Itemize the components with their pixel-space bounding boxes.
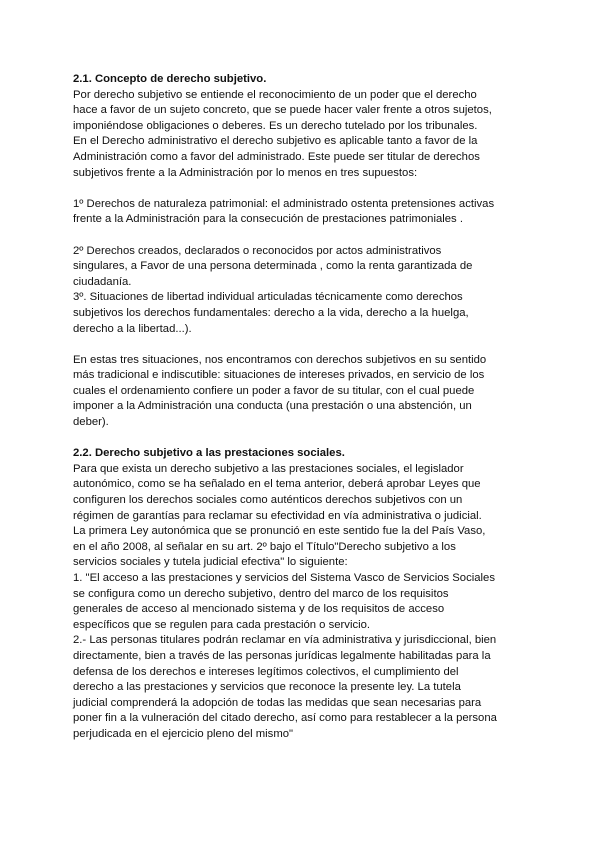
paragraph-line: En el Derecho administrativo el derecho subjetivo es aplicable tanto a favor de la	[73, 135, 478, 148]
quote-item-2-line: poner fin a la vulneración del citado derecho, así como para restablecer a la persona	[73, 712, 497, 725]
blank-line	[73, 431, 533, 447]
paragraph-line: régimen de garantías para reclamar su efectividad en vía administrativa o judicial.	[73, 509, 482, 522]
blank-line	[73, 228, 533, 244]
paragraph-line: servicios sociales y tutela judicial efectiva" lo siguiente:	[73, 556, 348, 569]
case-3-line: derecho a la libertad...).	[73, 322, 192, 335]
conclusion-line: imponer a la Administración una conducta (una prestación o una abstención, un	[73, 400, 472, 413]
quote-item-1-line: se configura como un derecho subjetivo, dentro del marco de los requisitos	[73, 587, 449, 600]
quote-item-2-line: judicial comprenderá la adopción de todas las medidas que sean necesarias para	[73, 696, 482, 709]
blank-line	[73, 181, 533, 197]
conclusion-line: En estas tres situaciones, nos encontramos con derechos subjetivos en su sentido	[73, 353, 487, 366]
paragraph-line: en el año 2008, al señalar en su art. 2º bajo el Título"Derecho subjetivo a los	[73, 540, 456, 553]
quote-item-2-line: directamente, bien a través de las personas jurídicas legalmente habilitadas para la	[73, 649, 491, 662]
quote-item-1-line: específicos que se regulen para cada prestación o servicio.	[73, 618, 371, 631]
section-heading-2-2: 2.2. Derecho subjetivo a las prestaciones sociales.	[73, 447, 345, 460]
quote-item-2-line: 2.- Las personas titulares podrán reclamar en vía administrativa y jurisdiccional, bien	[73, 634, 497, 647]
conclusion-line: más tradicional e indiscutible: situaciones de intereses privados, en servicio de los	[73, 369, 485, 382]
case-3-line: 3º. Situaciones de libertad individual articuladas técnicamente como derechos	[73, 291, 463, 304]
blank-line	[73, 337, 533, 353]
quote-item-1-line: generales de acceso al mencionado sistema y de los requisitos de acceso	[73, 603, 445, 616]
case-3-line: subjetivos los derechos fundamentales: derecho a la vida, derecho a la huelga,	[73, 306, 469, 319]
case-1-line: frente a la Administración para la consecución de prestaciones patrimoniales .	[73, 213, 463, 226]
conclusion-line: deber).	[73, 416, 109, 429]
quote-item-2-line: derecho a las prestaciones y servicios que reconoce la presente ley. La tutela	[73, 681, 461, 694]
quote-item-2-line: perjudicada en el ejercicio pleno del mismo"	[73, 727, 294, 740]
conclusion-line: cuales el ordenamiento confiere un poder a favor de su titular, con el cual puede	[73, 384, 475, 397]
paragraph-line: imponiéndose obligaciones o deberes. Es un derecho tutelado por los tribunales.	[73, 119, 478, 132]
paragraph-line: subjetivos frente a la Administración por lo menos en tres supuestos:	[73, 166, 418, 179]
paragraph-line: Por derecho subjetivo se entiende el reconocimiento de un poder que el derecho	[73, 88, 477, 101]
paragraph-line: configuren los derechos sociales como auténticos derechos subjetivos con un	[73, 494, 463, 507]
case-2-line: singulares, a Favor de una persona determinada , como la renta garantizada de	[73, 260, 473, 273]
quote-item-2-line: defensa de los derechos e intereses legítimos colectivos, el cumplimiento del	[73, 665, 459, 678]
paragraph-line: hace a favor de un sujeto concreto, que se puede hacer valer frente a otros sujetos,	[73, 104, 492, 117]
case-1-line: 1º Derechos de naturaleza patrimonial: el administrado ostenta pretensiones activas	[73, 197, 495, 210]
paragraph-line: Para que exista un derecho subjetivo a las prestaciones sociales, el legislador	[73, 462, 464, 475]
paragraph-line: La primera Ley autonómica que se pronunció en este sentido fue la del País Vaso,	[73, 525, 486, 538]
section-heading-2-1: 2.1. Concepto de derecho subjetivo.	[73, 73, 267, 85]
case-2-line: 2º Derechos creados, declarados o reconocidos por actos administrativos	[73, 244, 442, 257]
document-body	[73, 72, 533, 743]
paragraph-line: autonómico, como se ha señalado en el tema anterior, deberá aprobar Leyes que	[73, 478, 481, 491]
quote-item-1-line: 1. "El acceso a las prestaciones y servicios del Sistema Vasco de Servicios Sociales	[73, 572, 495, 584]
paragraph-line: Administración como a favor del administrado. Este puede ser titular de derechos	[73, 150, 480, 163]
case-2-line: ciudadanía.	[73, 275, 132, 288]
